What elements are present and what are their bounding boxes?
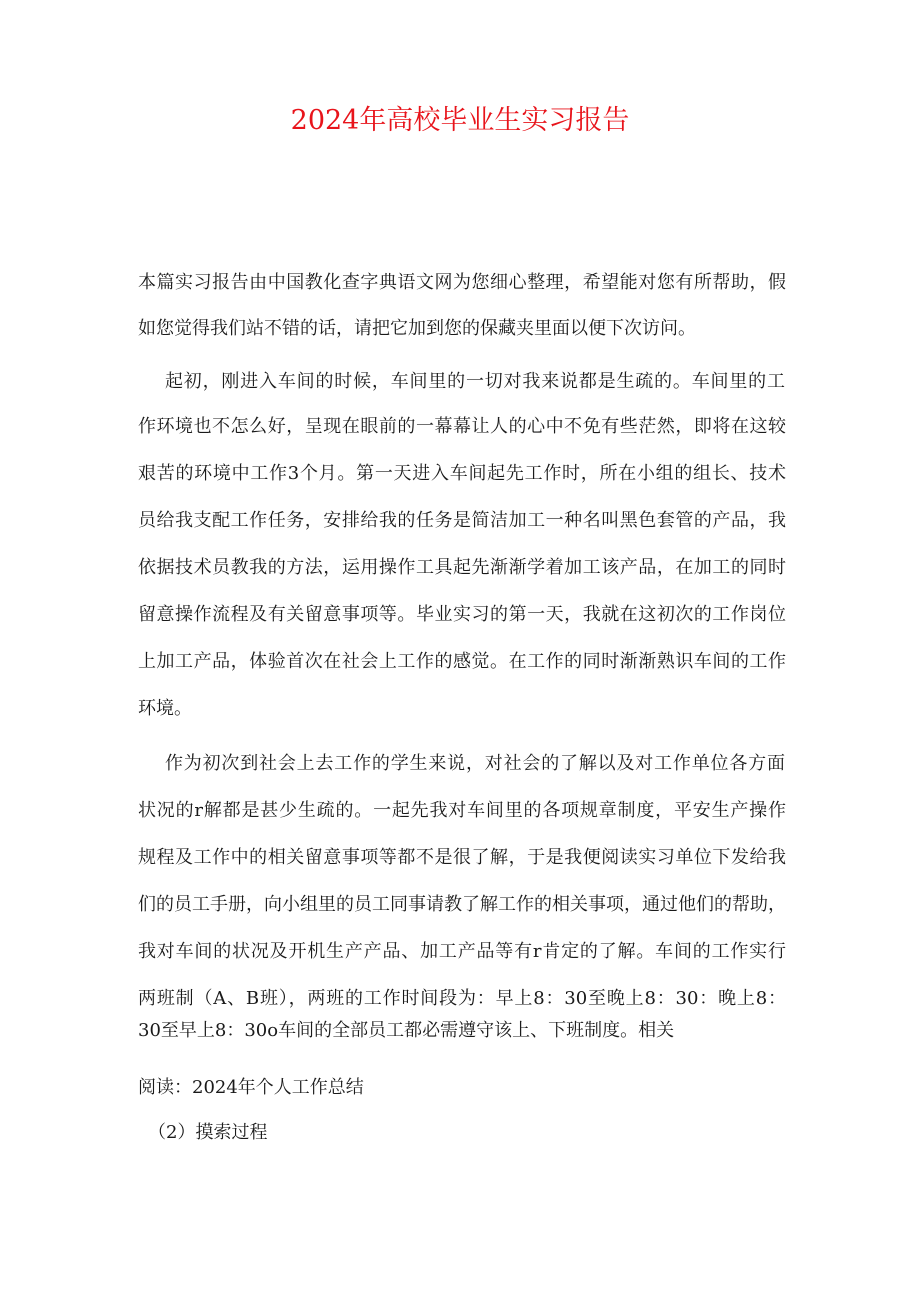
paragraph-1-line-7: 上加工产品，体验首次在社会上工作的感觉。在工作的同时渐渐熟识车间的工作 [138, 651, 786, 672]
paragraph-1-line-1: 起初，刚进入车间的时候，车间里的一切对我来说都是生疏的。车间里的工 [165, 371, 785, 392]
paragraph-2-line-2: 状况的r解都是甚少生疏的。一起先我对车间里的各项规章制度，平安生产操作 [138, 800, 786, 821]
paragraph-1-line-8: 环境。 [138, 698, 192, 719]
paragraph-2-line-1: 作为初次到社会上去工作的学生来说，对社会的了解以及对工作单位各方面 [165, 753, 785, 774]
paragraph-1-line-3: 艰苦的环境中工作3个月。第一天进入车间起先工作时，所在小组的组长、技术 [138, 463, 786, 484]
paragraph-2-line-3: 规程及工作中的相关留意事项等都不是很了解，于是我便阅读实习单位下发给我 [138, 847, 786, 868]
paragraph-2-line-7: 30至早上8：30o车间的全部员工都必需遵守该上、下班制度。相关 [138, 1020, 675, 1041]
intro-line-2: 如您觉得我们站不错的话，请把它加到您的保藏夹里面以便下次访问。 [138, 318, 696, 339]
paragraph-2-line-4: 们的员工手册，向小组里的员工同事请教了解工作的相关事项，通过他们的帮助， [138, 894, 786, 915]
page-title: 2024年高校毕业生实习报告 [290, 105, 630, 136]
paragraph-2-line-6: 两班制（A、B班），两班的工作时间段为：早上8：30至晚上8：30：晚上8： [138, 988, 786, 1009]
paragraph-1-line-5: 依据技术员教我的方法，运用操作工具起先渐渐学着加工该产品，在加工的同时 [138, 557, 786, 578]
intro-line-1: 本篇实习报告由中国教化查字典语文网为您细心整理，希望能对您有所帮助，假 [138, 272, 786, 293]
paragraph-2-line-5: 我对车间的状况及开机生产产品、加工产品等有r肯定的了解。车间的工作实行 [138, 941, 786, 962]
related-reading-link[interactable]: 阅读：2024年个人工作总结 [138, 1077, 364, 1098]
paragraph-1-line-6: 留意操作流程及有关留意事项等。毕业实习的第一天，我就在这初次的工作岗位 [138, 604, 786, 625]
section-heading: （2）摸索过程 [148, 1122, 268, 1143]
paragraph-1-line-4: 员给我支配工作任务，安排给我的任务是简洁加工一种名叫黑色套管的产品，我 [138, 510, 786, 531]
paragraph-1-line-2: 作环境也不怎么好，呈现在眼前的一幕幕让人的心中不免有些茫然，即将在这较 [138, 416, 786, 437]
